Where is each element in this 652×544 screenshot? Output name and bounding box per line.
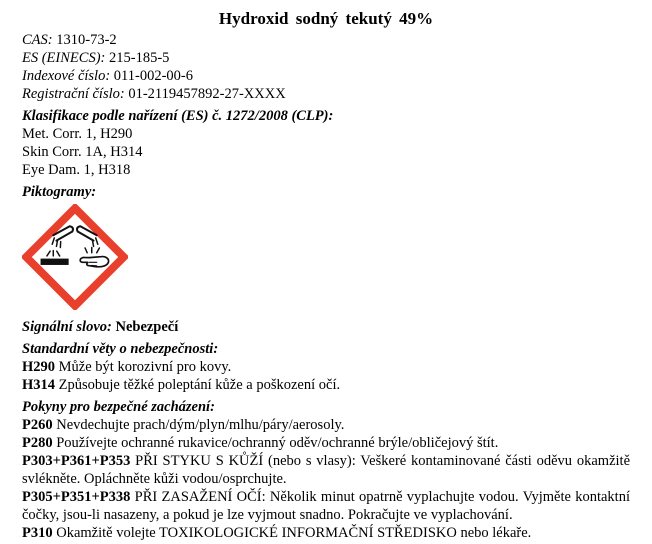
pictograms-heading: Piktogramy: [22, 184, 97, 200]
hazard-text: Způsobuje těžké poleptání kůže a poškození očí. [58, 377, 341, 393]
precautionary-text: PŘI STYKU S KŮŽÍ (nebo s vlasy): Veškeré kontaminované části oděvu okamžitě svlékněte. Opláchněte kůži vodou/osprchujte. [22, 453, 630, 487]
hazard-code: H290 [22, 359, 56, 375]
precautionary-text: Okamžitě volejte TOXIKOLOGICKÉ INFORMAČNÍ STŘEDISKO nebo lékaře. [56, 525, 532, 541]
identifier-label: Registrační číslo: [22, 86, 125, 102]
precautionary-text: PŘI ZASAŽENÍ OČÍ: Několik minut opatrně vyplachujte vodou. Vyjměte kontaktní čočky, jsou-li nasazeny, a pokud je lze vyjmout snadno. Pokračujte ve vyplachování. [22, 489, 630, 523]
classification-item: Met. Corr. 1, H290 [22, 126, 133, 142]
signal-word-row [22, 318, 630, 336]
classification-item: Skin Corr. 1A, H314 [22, 144, 143, 160]
page-title: Hydroxid sodný tekutý 49% [218, 9, 434, 28]
identifier-row-registration [22, 85, 630, 103]
ghs05-corrosion-pictogram-icon [22, 204, 128, 310]
precautionary-code: P280 [22, 435, 53, 451]
hazard-statement [22, 376, 630, 394]
identifier-label: CAS: [22, 32, 53, 48]
classification-item: Eye Dam. 1, H318 [22, 162, 131, 178]
precautionary-code: P303+P361+P353 [22, 453, 131, 469]
hazard-text: Může být korozivní pro kovy. [58, 359, 232, 375]
precautionary-code: P310 [22, 525, 53, 541]
precautionary-statement [22, 452, 630, 488]
identifier-row-cas [22, 31, 630, 49]
identifier-label: ES (EINECS): [22, 50, 106, 66]
identifier-value: 215-185-5 [108, 50, 170, 66]
signal-word-value: Nebezpečí [115, 319, 179, 335]
precautionary-statement [22, 416, 630, 434]
precautionary-statement [22, 524, 630, 542]
precautionary-statement [22, 434, 630, 452]
signal-word-label: Signální slovo: [22, 319, 112, 335]
pictogram-diamond-border [26, 208, 124, 306]
precautionary-text: Nevdechujte prach/dým/plyn/mlhu/páry/aerosoly. [56, 417, 345, 433]
hazard-statement [22, 358, 630, 376]
classification-heading: Klasifikace podle nařízení (ES) č. 1272/2008 (CLP): [22, 108, 334, 124]
identifier-value: 011-002-00-6 [113, 68, 193, 84]
precautionary-statement [22, 488, 630, 524]
precautionary-text: Používejte ochranné rukavice/ochranný oděv/ochranné brýle/obličejový štít. [56, 435, 499, 451]
hazard-statements-heading: Standardní věty o nebezpečnosti: [22, 341, 219, 357]
corroded-surface-bar [41, 259, 69, 265]
identifier-row-index [22, 67, 630, 85]
identifier-label: Indexové číslo: [22, 68, 111, 84]
identifier-value: 1310-73-2 [56, 32, 117, 48]
precautionary-code: P260 [22, 417, 53, 433]
identifier-value: 01-2119457892-27-XXXX [128, 86, 286, 102]
precautionary-statements-heading: Pokyny pro bezpečné zacházení: [22, 399, 215, 415]
identifier-row-einecs [22, 49, 630, 67]
hazard-code: H314 [22, 377, 56, 393]
precautionary-code: P305+P351+P338 [22, 489, 131, 505]
